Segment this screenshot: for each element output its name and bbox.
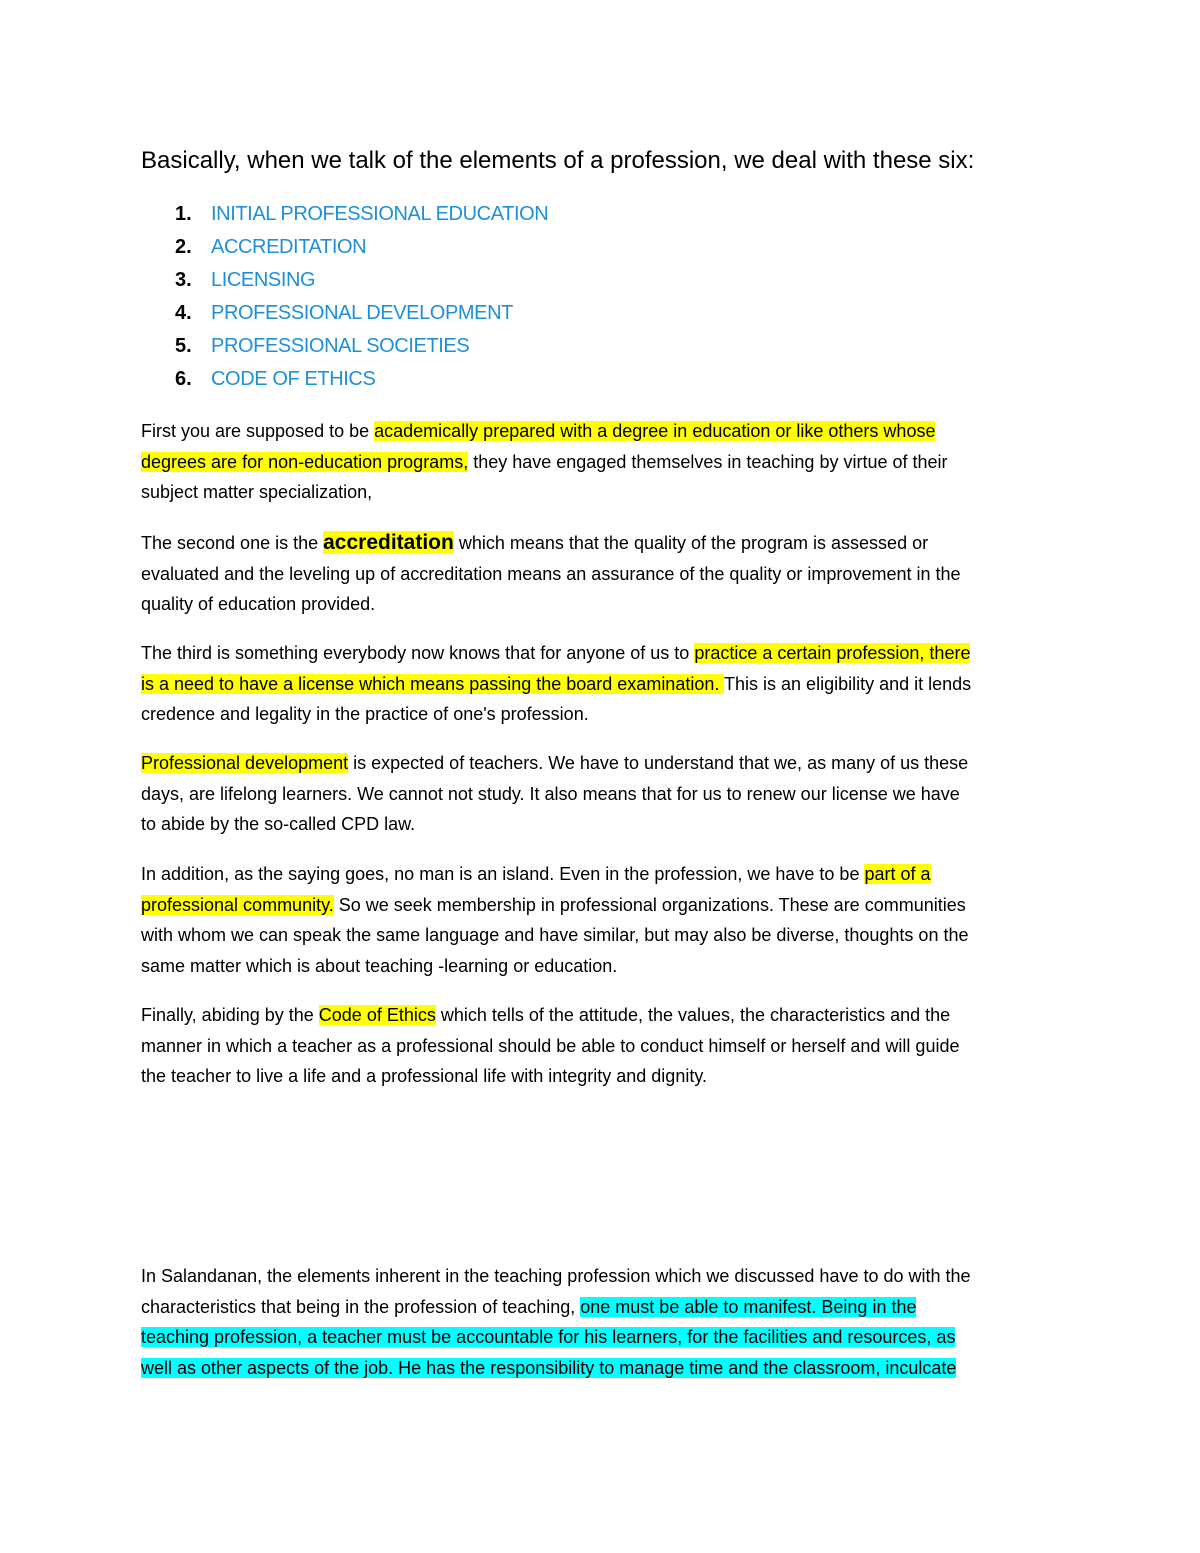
list-number: 4. (175, 302, 192, 324)
paragraph-education (141, 416, 1081, 508)
highlighted-text: one must be able to manifest. Being in the (580, 1296, 917, 1317)
highlighted-text: degrees are for non-education programs, (141, 451, 469, 472)
text-run: which tells of the attitude, the values, the characteristics and the (435, 1005, 951, 1025)
list-number: 1. (175, 203, 192, 225)
text-line: days, are lifelong learners. We cannot not study. It also means that for us to renew our license we have (141, 783, 960, 804)
text-line: manner in which a teacher as a professional should be able to conduct himself or herself and will guide (141, 1035, 960, 1056)
text-run: In addition, as the saying goes, no man is an island. Even in the profession, we have to be (141, 864, 865, 884)
text-line (141, 1000, 1081, 1031)
list-item (141, 299, 548, 332)
paragraph-salandanan (141, 1261, 1081, 1383)
list-item (141, 365, 548, 398)
text-line (141, 1322, 1081, 1353)
text-line: credence and legality in the practice of one's profession. (141, 704, 589, 724)
text-line (141, 1292, 1081, 1323)
list-number: 2. (175, 236, 192, 258)
text-line: In Salandanan, the elements inherent in the teaching profession which we discussed have to do with the (141, 1266, 971, 1286)
text-line: with whom we can speak the same language and have similar, but may also be diverse, thoughts on the (141, 925, 969, 945)
paragraph-code-of-ethics (141, 1000, 1081, 1092)
text-run: which means that the quality of the program is assessed or (453, 533, 929, 553)
text-line (141, 890, 1081, 921)
list-number: 3. (175, 269, 192, 291)
list-item (141, 332, 548, 365)
text-run: The second one is the (141, 533, 324, 553)
paragraph-accreditation (141, 528, 1081, 620)
highlighted-text: part of a (864, 864, 931, 884)
list-label: INITIAL PROFESSIONAL EDUCATION (211, 203, 549, 225)
text-run: So we seek membership in professional organizations. These are communities (333, 894, 966, 915)
highlighted-text: professional community. (141, 894, 334, 915)
list-item (141, 266, 548, 299)
text-run: is expected of teachers. We have to understand that we, as many of us these (348, 753, 969, 773)
elements-list (141, 200, 548, 398)
list-number: 6. (175, 368, 192, 390)
text-line: same matter which is about teaching -learning or education. (141, 955, 618, 976)
list-label: PROFESSIONAL SOCIETIES (211, 335, 470, 357)
text-run: characteristics that being in the profession of teaching, (141, 1296, 581, 1317)
text-line: evaluated and the leveling up of accreditation means an assurance of the quality or improvement in the (141, 563, 961, 584)
text-line: subject matter specialization, (141, 482, 373, 502)
text-run: Finally, abiding by the (141, 1005, 319, 1025)
text-run: First you are supposed to be (141, 421, 375, 441)
list-label: LICENSING (211, 269, 316, 291)
text-line (141, 638, 1081, 669)
text-line (141, 859, 1081, 890)
paragraph-licensing (141, 638, 1081, 730)
text-run: This is an eligibility and it lends (724, 673, 972, 694)
text-line (141, 447, 1081, 478)
highlighted-text: Professional development (141, 753, 349, 773)
text-line: to abide by the so-called CPD law. (141, 814, 416, 834)
text-line (141, 1353, 1081, 1384)
list-item (141, 233, 548, 266)
text-line (141, 416, 1081, 447)
text-line (141, 669, 1081, 700)
text-line: the teacher to live a life and a professional life with integrity and dignity. (141, 1066, 707, 1086)
highlighted-text: Code of Ethics (318, 1005, 436, 1025)
highlighted-text: teaching profession, a teacher must be accountable for his learners, for the facilities and resources, as (141, 1327, 956, 1347)
list-label: CODE OF ETHICS (211, 368, 376, 390)
paragraph-professional-development (141, 748, 1081, 840)
text-run: The third is something everybody now knows that for anyone of us to (141, 643, 695, 663)
highlighted-text: accreditation (323, 531, 454, 554)
list-label: ACCREDITATION (211, 236, 367, 258)
list-item (141, 200, 548, 233)
highlighted-text: academically prepared with a degree in education or like others whose (374, 421, 936, 441)
highlighted-text: is a need to have a license which means passing the board examination. (141, 673, 725, 694)
list-number: 5. (175, 335, 192, 357)
text-line (141, 528, 1081, 559)
intro-heading: Basically, when we talk of the elements of a profession, we deal with these six: (141, 147, 975, 174)
paragraph-societies (141, 859, 1081, 981)
text-line (141, 748, 1081, 779)
list-label: PROFESSIONAL DEVELOPMENT (211, 302, 513, 324)
text-line: quality of education provided. (141, 594, 376, 614)
highlighted-text: practice a certain profession, there (694, 643, 971, 663)
highlighted-text: well as other aspects of the job. He has the responsibility to manage time and the classroom, inculcate (141, 1357, 957, 1378)
text-run: they have engaged themselves in teaching by virtue of their (468, 451, 948, 472)
